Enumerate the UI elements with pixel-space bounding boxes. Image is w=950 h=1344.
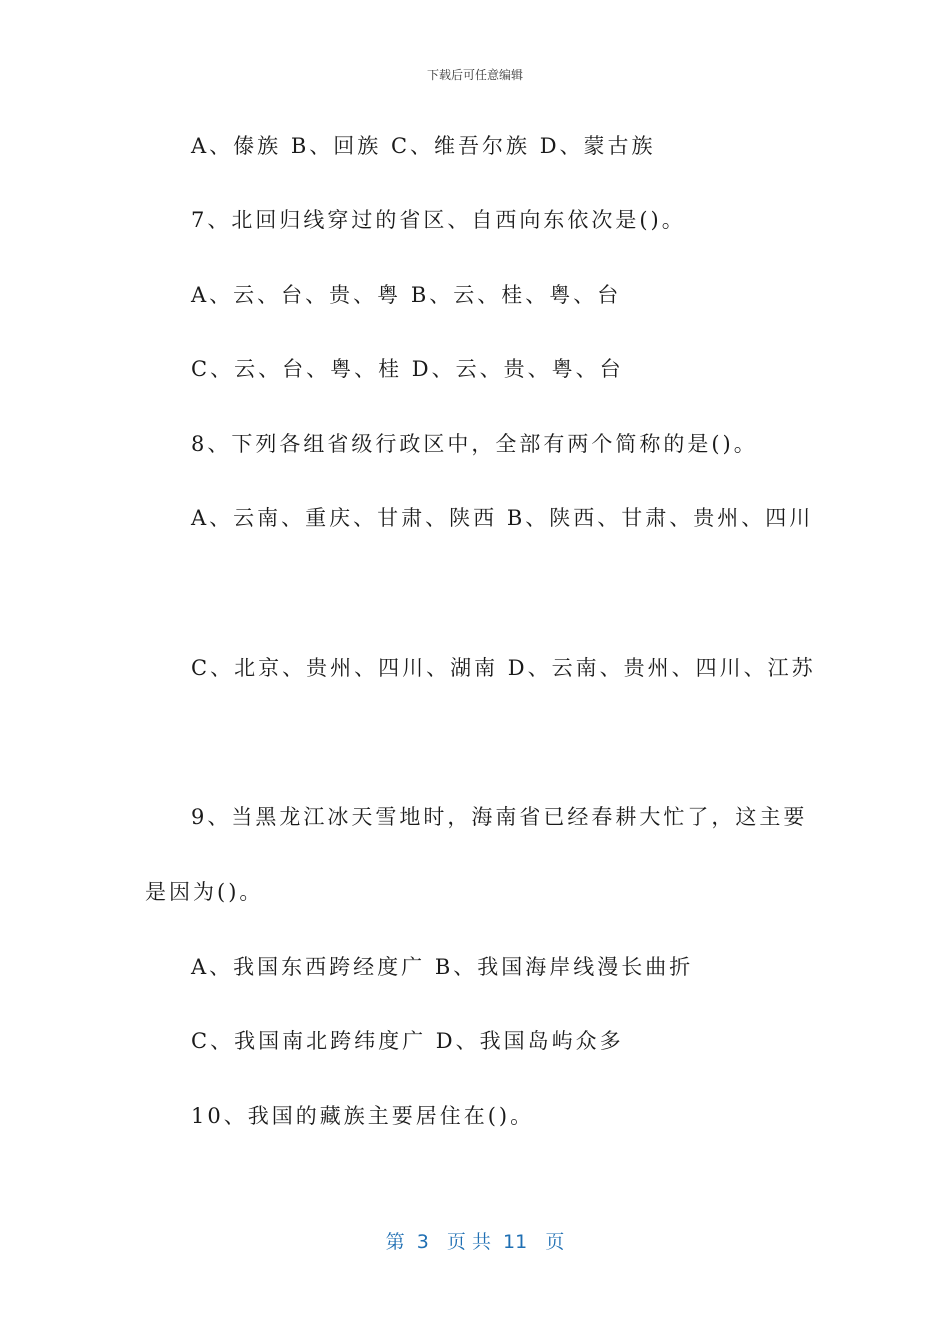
option-line-q6: A、傣族 B、回族 C、维吾尔族 D、蒙古族 — [191, 134, 656, 158]
question-10: 10、我国的藏族主要居住在()。 — [191, 1104, 535, 1128]
page-number-footer: 第 3 页 共 11 页 — [385, 1231, 565, 1253]
question-7: 7、北回归线穿过的省区、自西向东依次是()。 — [191, 208, 686, 232]
header-note: 下载后可任意编辑 — [426, 68, 523, 82]
option-line-q8-ab: A、云南、重庆、甘肃、陕西 B、陕西、甘肃、贵州、四川 — [191, 506, 814, 530]
option-line-q9-cd: C、我国南北跨纬度广 D、我国岛屿众多 — [191, 1029, 624, 1053]
question-9: 9、当黑龙江冰天雪地时，海南省已经春耕大忙了，这主要 — [191, 805, 808, 829]
question-8: 8、下列各组省级行政区中，全部有两个简称的是()。 — [191, 432, 758, 456]
option-line-q7-cd: C、云、台、粤、桂 D、云、贵、粤、台 — [191, 357, 624, 381]
option-line-q7-ab: A、云、台、贵、粤 B、云、桂、粤、台 — [191, 283, 622, 307]
option-line-q8-cd: C、北京、贵州、四川、湖南 D、云南、贵州、四川、江苏 — [191, 656, 816, 680]
question-9-continued: 是因为()。 — [145, 880, 264, 904]
option-line-q9-ab: A、我国东西跨经度广 B、我国海岸线漫长曲折 — [191, 955, 694, 979]
